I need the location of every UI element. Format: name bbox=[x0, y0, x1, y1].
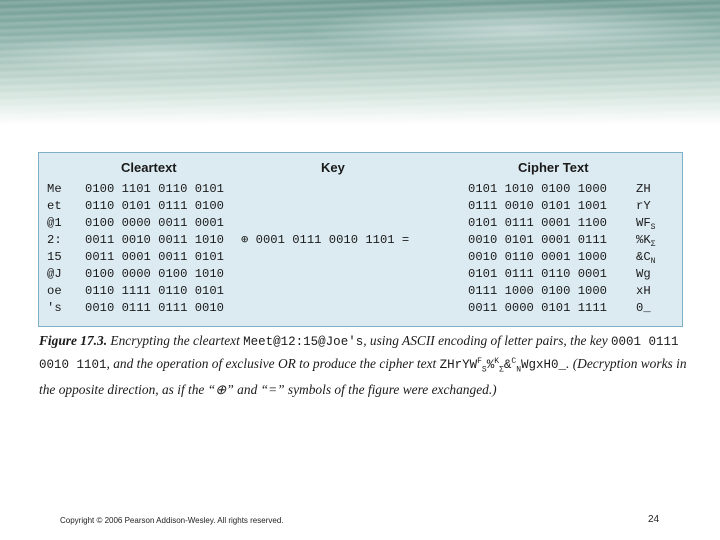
cipher-chars-column bbox=[636, 181, 655, 317]
cleartext-bits-row: 0011 0010 0011 1010 bbox=[85, 233, 224, 247]
key-code: 0001 0111 0010 1101 bbox=[39, 335, 679, 373]
cipher-bits-row: 0101 0111 0110 0001 bbox=[468, 267, 607, 281]
header-banner-image bbox=[0, 0, 720, 125]
letter-pair: oe bbox=[47, 284, 62, 298]
page-number: 24 bbox=[648, 514, 660, 525]
cipher-char-pair: $\&C_N$ bbox=[636, 250, 656, 266]
cleartext-bits-row: 0110 0101 0111 0100 bbox=[85, 199, 224, 213]
cleartext-bits-column bbox=[85, 181, 224, 317]
cipher-char-pair: rY bbox=[636, 199, 651, 213]
figure-label: Figure 17.3. bbox=[39, 333, 108, 348]
cipher-char-pair: ZH bbox=[636, 182, 651, 196]
cleartext-bits-row: 0110 1111 0110 0101 bbox=[85, 284, 224, 298]
cipher-bits-row: 0101 0111 0001 1100 bbox=[468, 216, 607, 230]
caption-text-4: . (Decryption works in the opposite direction, as if the “⊕” and “=” symbols of the figure were exchanged.) bbox=[39, 356, 687, 397]
cleartext-bits-row: 0100 0000 0011 0001 bbox=[85, 216, 224, 230]
letter-pair: 's bbox=[47, 301, 62, 315]
key-header: Key bbox=[321, 160, 345, 175]
cipher-bits-row: 0111 0010 0101 1001 bbox=[468, 199, 607, 213]
cleartext-header: Cleartext bbox=[121, 160, 177, 175]
cipher-bits-row: 0011 0000 0101 1111 bbox=[468, 301, 607, 315]
cipher-char-pair: Wg bbox=[636, 267, 651, 281]
cleartext-bits-row: 0011 0001 0011 0101 bbox=[85, 250, 224, 264]
cipher-char-pair: 0_ bbox=[636, 301, 651, 315]
letter-pairs-column bbox=[47, 181, 62, 317]
cipher-bits-row: 0111 1000 0100 1000 bbox=[468, 284, 607, 298]
cipher-char-pair: $WF_S$ bbox=[636, 216, 656, 232]
caption-text-1: Encrypting the cleartext bbox=[107, 333, 244, 348]
letter-pair: @J bbox=[47, 267, 62, 281]
cipher-char-pair: xH bbox=[636, 284, 651, 298]
cleartext-bits-row: 0100 0000 0100 1010 bbox=[85, 267, 224, 281]
cipher-bits-row: 0010 0101 0001 0111 bbox=[468, 233, 607, 247]
cleartext-code: Meet@12:15@Joe's bbox=[243, 335, 364, 349]
cleartext-bits-row: 0010 0111 0111 0010 bbox=[85, 301, 224, 315]
letter-pair: 2: bbox=[47, 233, 62, 247]
caption-text-2: , using ASCII encoding of letter pairs, the key bbox=[363, 333, 612, 348]
caption-text-3: , and the operation of exclusive OR to produce the cipher text bbox=[106, 356, 440, 372]
cipher-bits-column bbox=[468, 181, 607, 317]
key-value: ⊕ 0001 0111 0010 1101 = bbox=[241, 233, 410, 247]
cipher-header: Cipher Text bbox=[518, 160, 589, 175]
cipher-bits-row: 0101 1010 0100 1000 bbox=[468, 182, 607, 196]
figure-caption bbox=[39, 331, 689, 399]
copyright-footer: Copyright © 2006 Pearson Addison-Wesley. All rights reserved. bbox=[60, 516, 284, 525]
letter-pair: 15 bbox=[47, 250, 62, 264]
cipher-code: ZHrYW$^F_S$%$^K_\Sigma$&$^C_N$WgxH0_ bbox=[439, 357, 567, 375]
letter-pair: @1 bbox=[47, 216, 62, 230]
letter-pair: Me bbox=[47, 182, 62, 196]
letter-pair: et bbox=[47, 199, 62, 213]
cipher-bits-row: 0010 0110 0001 1000 bbox=[468, 250, 607, 264]
cleartext-bits-row: 0100 1101 0110 0101 bbox=[85, 182, 224, 196]
cipher-char-pair: $\%K_\Sigma$ bbox=[636, 233, 656, 249]
